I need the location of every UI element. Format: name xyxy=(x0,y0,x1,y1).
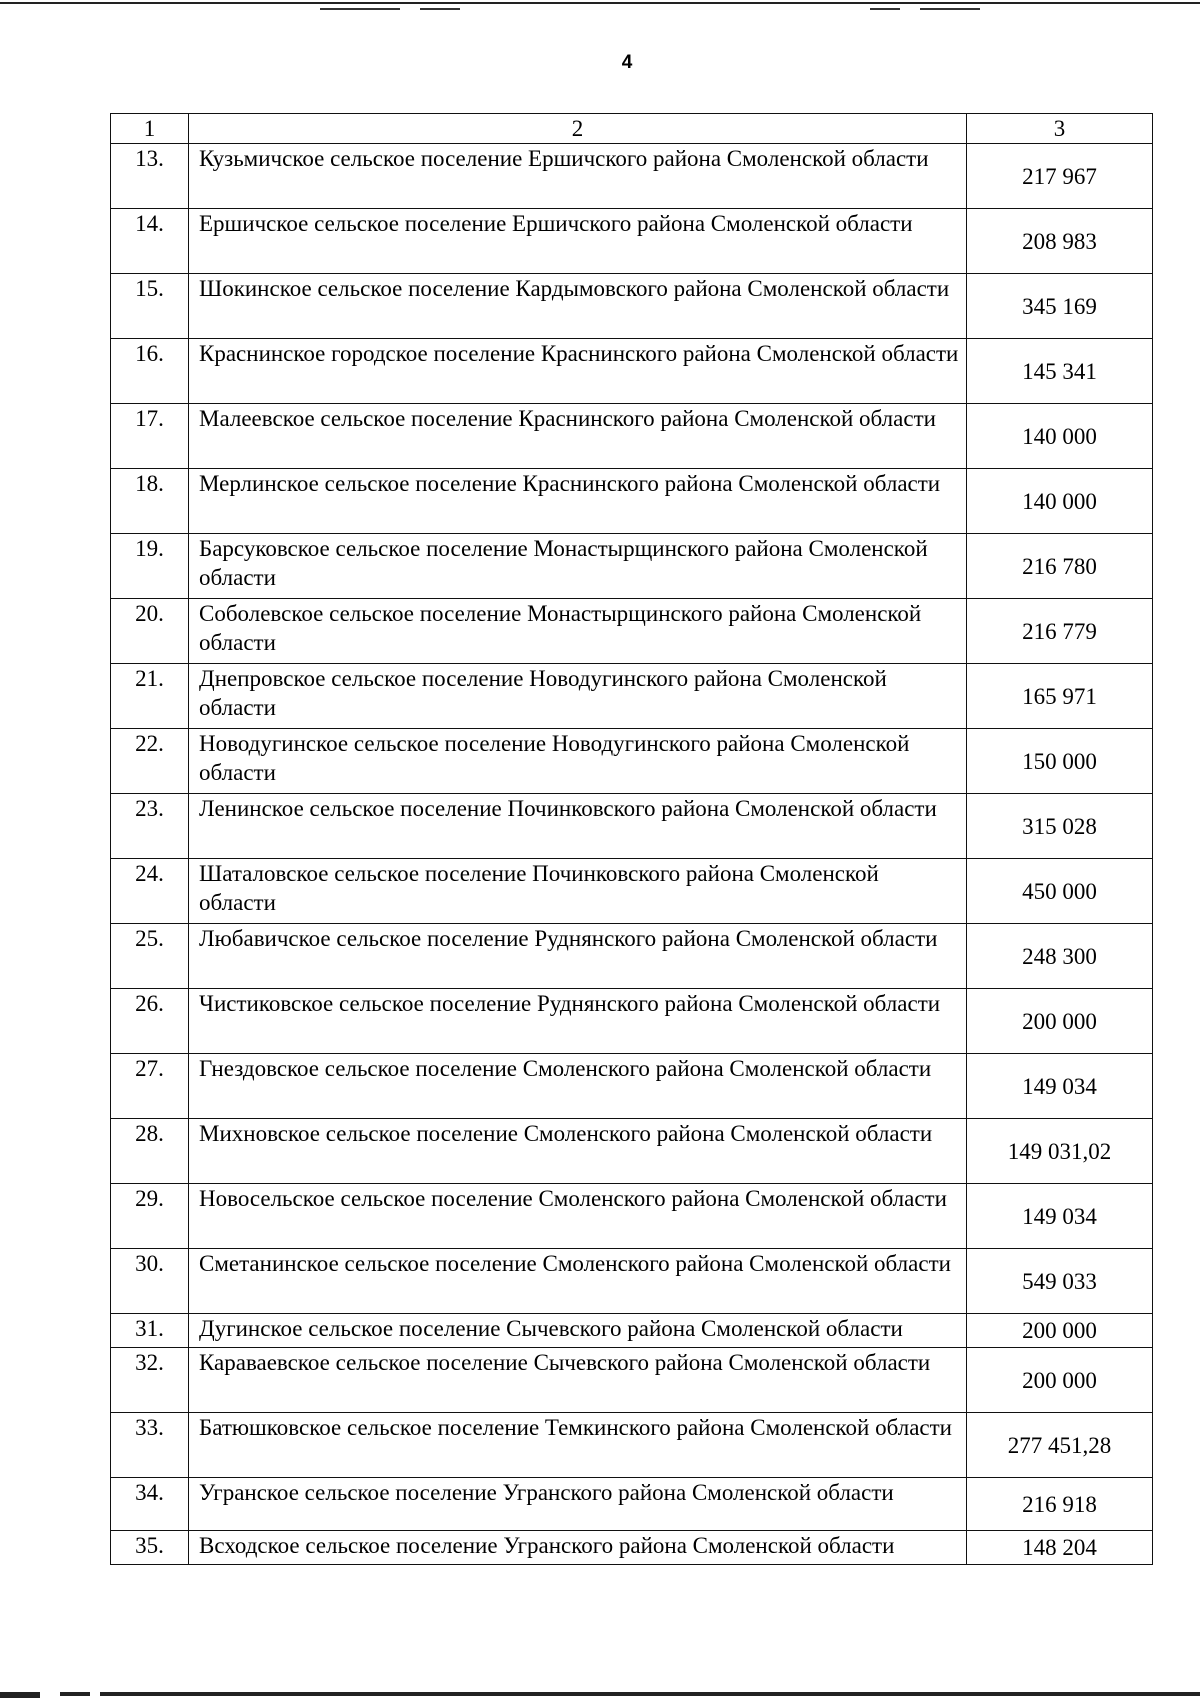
amount-value: 145 341 xyxy=(967,339,1153,404)
amount-value: 149 031,02 xyxy=(967,1119,1153,1184)
table-row xyxy=(111,469,1153,534)
table-row xyxy=(111,209,1153,274)
settlement-name: Краснинское городское поселение Краснинского района Смоленской области xyxy=(189,339,967,404)
amount-value: 149 034 xyxy=(967,1054,1153,1119)
settlement-name: Кузьмичское сельское поселение Ершичского района Смоленской области xyxy=(189,144,967,209)
row-number: 18. xyxy=(111,469,189,534)
table-row xyxy=(111,989,1153,1054)
row-number: 28. xyxy=(111,1119,189,1184)
scan-edge-bottom xyxy=(0,1690,1200,1698)
row-number: 31. xyxy=(111,1314,189,1348)
amount-value: 217 967 xyxy=(967,144,1153,209)
amount-value: 140 000 xyxy=(967,404,1153,469)
settlement-name: Новодугинское сельское поселение Новодугинского района Смоленской области xyxy=(189,729,967,794)
row-number: 23. xyxy=(111,794,189,859)
header-col-1: 1 xyxy=(111,114,189,144)
settlement-name: Барсуковское сельское поселение Монастырщинского района Смоленской области xyxy=(189,534,967,599)
table-row xyxy=(111,1184,1153,1249)
amount-value: 248 300 xyxy=(967,924,1153,989)
table-row xyxy=(111,1314,1153,1348)
row-number: 32. xyxy=(111,1348,189,1413)
amount-value: 148 204 xyxy=(967,1531,1153,1565)
settlement-name: Шокинское сельское поселение Кардымовского района Смоленской области xyxy=(189,274,967,339)
row-number: 27. xyxy=(111,1054,189,1119)
table-row xyxy=(111,794,1153,859)
row-number: 20. xyxy=(111,599,189,664)
table-row xyxy=(111,599,1153,664)
settlement-name: Малеевское сельское поселение Краснинского района Смоленской области xyxy=(189,404,967,469)
settlement-name: Ершичское сельское поселение Ершичского района Смоленской области xyxy=(189,209,967,274)
settlement-name: Батюшковское сельское поселение Темкинского района Смоленской области xyxy=(189,1413,967,1478)
table-row xyxy=(111,1054,1153,1119)
table-row xyxy=(111,339,1153,404)
row-number: 35. xyxy=(111,1531,189,1565)
table-row xyxy=(111,1119,1153,1184)
settlement-name: Мерлинское сельское поселение Краснинского района Смоленской области xyxy=(189,469,967,534)
table-row xyxy=(111,144,1153,209)
table-row xyxy=(111,1249,1153,1314)
settlement-name: Всходское сельское поселение Угранского района Смоленской области xyxy=(189,1531,967,1565)
table-row xyxy=(111,274,1153,339)
table-row xyxy=(111,729,1153,794)
table-header-row xyxy=(111,114,1153,144)
row-number: 21. xyxy=(111,664,189,729)
table-row xyxy=(111,1478,1153,1531)
row-number: 17. xyxy=(111,404,189,469)
amount-value: 200 000 xyxy=(967,1314,1153,1348)
amount-value: 450 000 xyxy=(967,859,1153,924)
settlement-name: Гнездовское сельское поселение Смоленского района Смоленской области xyxy=(189,1054,967,1119)
row-number: 33. xyxy=(111,1413,189,1478)
allocation-table xyxy=(110,113,1153,1565)
row-number: 34. xyxy=(111,1478,189,1531)
amount-value: 345 169 xyxy=(967,274,1153,339)
amount-value: 200 000 xyxy=(967,1348,1153,1413)
settlement-name: Соболевское сельское поселение Монастырщинского района Смоленской области xyxy=(189,599,967,664)
settlement-name: Любавичское сельское поселение Руднянского района Смоленской области xyxy=(189,924,967,989)
table-row xyxy=(111,1348,1153,1413)
table-row xyxy=(111,924,1153,989)
row-number: 22. xyxy=(111,729,189,794)
settlement-name: Чистиковское сельское поселение Руднянского района Смоленской области xyxy=(189,989,967,1054)
table-row xyxy=(111,1531,1153,1565)
amount-value: 165 971 xyxy=(967,664,1153,729)
settlement-name: Михновское сельское поселение Смоленского района Смоленской области xyxy=(189,1119,967,1184)
row-number: 16. xyxy=(111,339,189,404)
scan-edge-top xyxy=(0,2,1200,10)
settlement-name: Дугинское сельское поселение Сычевского района Смоленской области xyxy=(189,1314,967,1348)
table-row xyxy=(111,1413,1153,1478)
row-number: 14. xyxy=(111,209,189,274)
table-row xyxy=(111,859,1153,924)
amount-value: 216 779 xyxy=(967,599,1153,664)
settlement-name: Новосельское сельское поселение Смоленского района Смоленской области xyxy=(189,1184,967,1249)
amount-value: 200 000 xyxy=(967,989,1153,1054)
header-col-3: 3 xyxy=(967,114,1153,144)
amount-value: 549 033 xyxy=(967,1249,1153,1314)
amount-value: 315 028 xyxy=(967,794,1153,859)
page-number: 4 xyxy=(621,52,633,73)
settlement-name: Днепровское сельское поселение Новодугинского района Смоленской области xyxy=(189,664,967,729)
settlement-name: Шаталовское сельское поселение Починковского района Смоленской области xyxy=(189,859,967,924)
amount-value: 208 983 xyxy=(967,209,1153,274)
settlement-name: Сметанинское сельское поселение Смоленского района Смоленской области xyxy=(189,1249,967,1314)
amount-value: 150 000 xyxy=(967,729,1153,794)
row-number: 30. xyxy=(111,1249,189,1314)
amount-value: 149 034 xyxy=(967,1184,1153,1249)
row-number: 15. xyxy=(111,274,189,339)
row-number: 25. xyxy=(111,924,189,989)
row-number: 29. xyxy=(111,1184,189,1249)
table-row xyxy=(111,664,1153,729)
settlement-name: Ленинское сельское поселение Починковского района Смоленской области xyxy=(189,794,967,859)
settlement-name: Караваевское сельское поселение Сычевского района Смоленской области xyxy=(189,1348,967,1413)
amount-value: 216 780 xyxy=(967,534,1153,599)
table-row xyxy=(111,534,1153,599)
amount-value: 277 451,28 xyxy=(967,1413,1153,1478)
row-number: 24. xyxy=(111,859,189,924)
row-number: 19. xyxy=(111,534,189,599)
amount-value: 216 918 xyxy=(967,1478,1153,1531)
row-number: 13. xyxy=(111,144,189,209)
amount-value: 140 000 xyxy=(967,469,1153,534)
settlement-name: Угранское сельское поселение Угранского района Смоленской области xyxy=(189,1478,967,1531)
table-row xyxy=(111,404,1153,469)
header-col-2: 2 xyxy=(189,114,967,144)
row-number: 26. xyxy=(111,989,189,1054)
